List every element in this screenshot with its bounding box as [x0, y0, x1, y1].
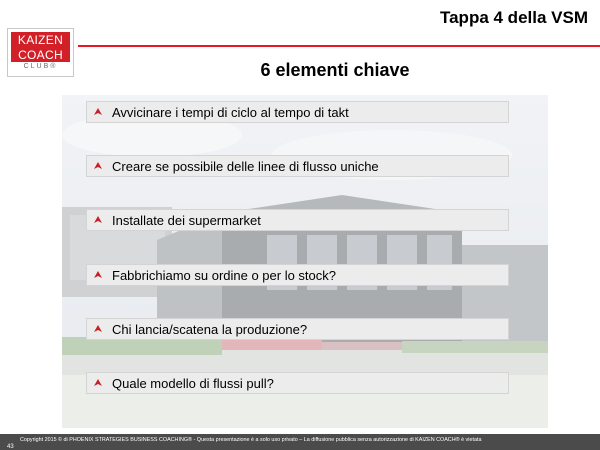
- page-number: 43: [7, 444, 14, 450]
- bullet-arrow-icon: [93, 270, 103, 280]
- list-item-text: Avvicinare i tempi di ciclo al tempo di takt: [112, 104, 349, 120]
- bullet-arrow-icon: [93, 107, 103, 117]
- list-item: [86, 209, 509, 231]
- bullet-arrow-icon: [93, 161, 103, 171]
- bullet-arrow-icon: [93, 324, 103, 334]
- list-item-text: Fabbrichiamo su ordine o per lo stock?: [112, 267, 337, 283]
- slide-title: Tappa 4 della VSM: [439, 8, 588, 27]
- list-item: [86, 264, 509, 286]
- list-item: [86, 155, 509, 177]
- bullet-arrow-icon: [93, 378, 103, 388]
- logo-text-kaizen: KAIZEN: [11, 32, 70, 48]
- logo-text-coach: COACH: [11, 48, 70, 62]
- slide-subtitle: 6 elementi chiave: [260, 60, 410, 80]
- list-item: [86, 372, 509, 394]
- list-item: [86, 318, 509, 340]
- logo-text-club: CLUB®: [23, 63, 58, 70]
- list-item-text: Installate dei supermarket: [112, 212, 261, 228]
- list-item-text: Creare se possibile delle linee di flusso uniche: [112, 158, 379, 174]
- list-item-text: Chi lancia/scatena la produzione?: [112, 321, 308, 337]
- list-item-text: Quale modello di flussi pull?: [112, 375, 274, 391]
- list-item: [86, 101, 509, 123]
- copyright-notice: Copyright 2015 © di PHOENIX STRATEGIES BUSINESS COACHING® - Questa presentazione è a solo uso privato – La diffusione pubblica senza autorizzazione di KAIZEN COACH® è vietata: [20, 437, 482, 443]
- bullet-arrow-icon: [93, 215, 103, 225]
